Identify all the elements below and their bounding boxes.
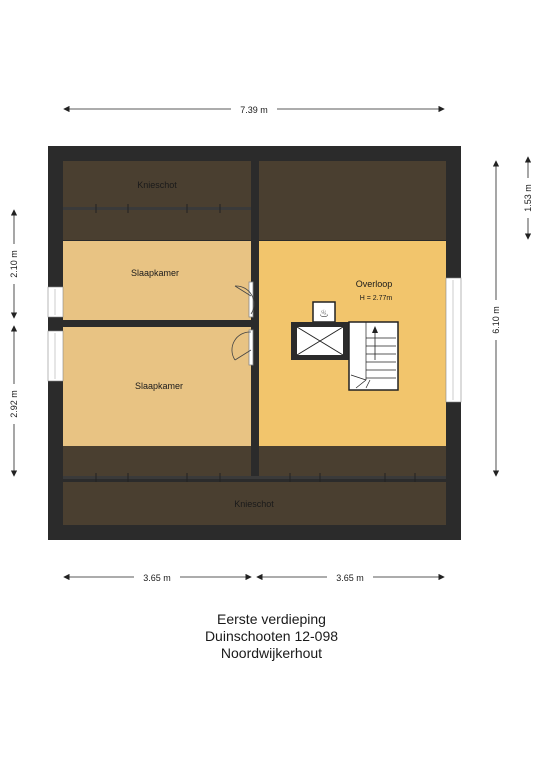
room-label-knieschot-bottom: Knieschot bbox=[234, 499, 274, 509]
caption-city: Noordwijkerhout bbox=[220, 645, 323, 661]
dimension-bottom-right: 3.65 m bbox=[336, 573, 364, 583]
caption-floor: Eerste verdieping bbox=[217, 611, 326, 627]
knieschot-left-lower-strip bbox=[63, 446, 251, 476]
dimension-left-lower: 2.92 m bbox=[9, 390, 19, 418]
staircase bbox=[349, 322, 398, 390]
caption-address: Duinschooten 12-098 bbox=[204, 628, 339, 644]
knieschot-top-area bbox=[63, 161, 251, 240]
slaapkamer-1-area bbox=[63, 241, 251, 320]
knee-wall-line-bottom bbox=[63, 476, 446, 479]
room-label-slaapkamer-1: Slaapkamer bbox=[130, 268, 180, 278]
window-left-upper bbox=[48, 287, 63, 317]
dimension-left-upper: 2.10 m bbox=[9, 250, 19, 278]
room-label-overloop: Overloop bbox=[355, 279, 393, 289]
dimension-right-upper: 1.53 m bbox=[523, 184, 533, 212]
knieschot-top-right-area bbox=[259, 161, 446, 240]
window-left-lower bbox=[48, 331, 63, 381]
knieschot-right-lower-strip bbox=[259, 446, 446, 476]
dimension-right-main: 6.10 m bbox=[491, 306, 501, 334]
dimension-bottom-left: 3.65 m bbox=[143, 573, 171, 583]
room-label-slaapkamer-2: Slaapkamer bbox=[134, 381, 184, 391]
flame-icon: ♨ bbox=[319, 308, 329, 320]
dimension-top: 7.39 m bbox=[240, 105, 268, 115]
knee-wall-line-top bbox=[63, 207, 251, 210]
window-right bbox=[446, 278, 461, 402]
interior-wall-vertical bbox=[251, 161, 259, 482]
interior-wall-horizontal bbox=[63, 320, 251, 327]
room-height-overloop: H = 2.77m bbox=[359, 295, 393, 302]
room-label-knieschot-top: Knieschot bbox=[137, 180, 177, 190]
